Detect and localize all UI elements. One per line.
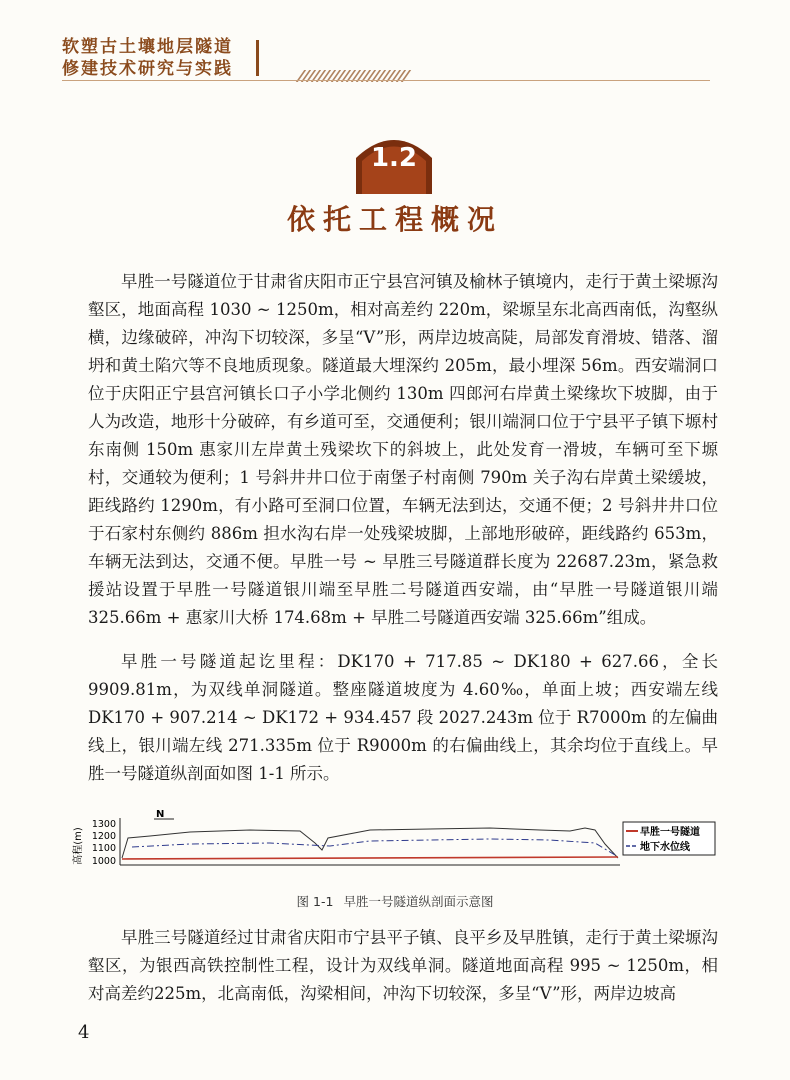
y-axis-label: 高程(m) <box>73 827 84 865</box>
header-divider-bar <box>256 40 259 76</box>
legend-water-label: 地下水位线 <box>640 842 690 853</box>
y-tick-label: 1100 <box>91 843 116 854</box>
book-title-line2: 修建技术研究与实践 <box>62 59 233 79</box>
figure-number: 图 1-1 <box>296 894 334 909</box>
ground-surface-line <box>122 828 618 858</box>
body-paragraph: 早胜三号隧道经过甘肃省庆阳市宁县平子镇、良平乡及早胜镇，走行于黄土梁塬沟壑区，为银西高铁控制性工程，设计为双线单洞。隧道地面高程 995 ~ 1250m，相对高差约225m，北高南低，沟梁相间，冲沟下切较深，多呈“V”形，两岸边坡高 <box>88 928 718 1003</box>
groundwater-line <box>132 839 615 855</box>
section-number: 1.2 <box>370 143 418 173</box>
page-number: 4 <box>78 1022 90 1043</box>
tunnel-profile-figure <box>70 808 720 880</box>
body-paragraph: 早胜一号隧道起讫里程：DK170 + 717.85 ~ DK180 + 627.66，全长 9909.81m，为双线单洞隧道。整座隧道坡度为 4.60‰，单面上坡；西安端左线 DK170 + 907.214 ~ DK172 + 934.457 段 2027.243m 位于 R7000m 的左偏曲线上，银川端左线 271.335m 位于 R9000m 的右偏曲线上，其余均位于直线上。早胜一号隧道纵剖面如图 1-1 所示。 <box>88 652 718 783</box>
figure-caption <box>0 892 790 910</box>
y-tick-label: 1200 <box>91 831 116 842</box>
north-label: N <box>156 809 165 820</box>
running-head <box>62 36 233 80</box>
body-paragraph: 早胜一号隧道位于甘肃省庆阳市正宁县宫河镇及榆林子镇境内，走行于黄土梁塬沟壑区，地面高程 1030 ~ 1250m，相对高差约 220m，梁塬呈东北高西南低，沟壑纵横，边缘破碎，冲沟下切较深，多呈“V”形，两岸边坡高陡，局部发育滑坡、错落、溜坍和黄土陷穴等不良地质现象。隧道最大埋深约 205m，最小埋深 56m。西安端洞口位于庆阳正宁县宫河镇长口子小学北侧约 130m 四郎河右岸黄土梁缘坎下坡脚，由于人为改造，地形十分破碎，有乡道可至，交通便利；银川端洞口位于宁县平子镇下塬村东南侧 150m 惠家川左岸黄土残梁坎下的斜坡上，此处发育一滑坡，车辆可至下塬村，交通较为便利；1 号斜井井口位于南堡子村南侧 790m 关子沟右岸黄土梁缓坡，距线路约 1290m，有小路可至洞口位置，车辆无法到达，交通不便；2 号斜井井口位于石家村东侧约 886m 担水沟右岸一处残梁坡脚，上部地形破碎，距线路约 653m，车辆无法到达，交通不便。早胜一号 ~ 早胜三号隧道群长度为 22687.23m，紧急救援站设置于早胜一号隧道银川端至早胜二号隧道西安端，由“早胜一号隧道银川端 325.66m + 惠家川大桥 174.68m + 早胜二号隧道西安端 325.66m”组成。 <box>88 272 718 627</box>
y-tick-label: 1000 <box>91 856 116 867</box>
y-tick-label: 1300 <box>91 819 116 830</box>
figure-caption-text: 早胜一号隧道纵剖面示意图 <box>343 894 494 909</box>
section-title: 依托工程概况 <box>286 203 503 236</box>
book-title-line1: 软塑古土壤地层隧道 <box>62 37 233 57</box>
tunnel-line <box>122 857 618 859</box>
legend-tunnel-label: 早胜一号隧道 <box>640 827 700 838</box>
header-rule <box>62 80 710 81</box>
